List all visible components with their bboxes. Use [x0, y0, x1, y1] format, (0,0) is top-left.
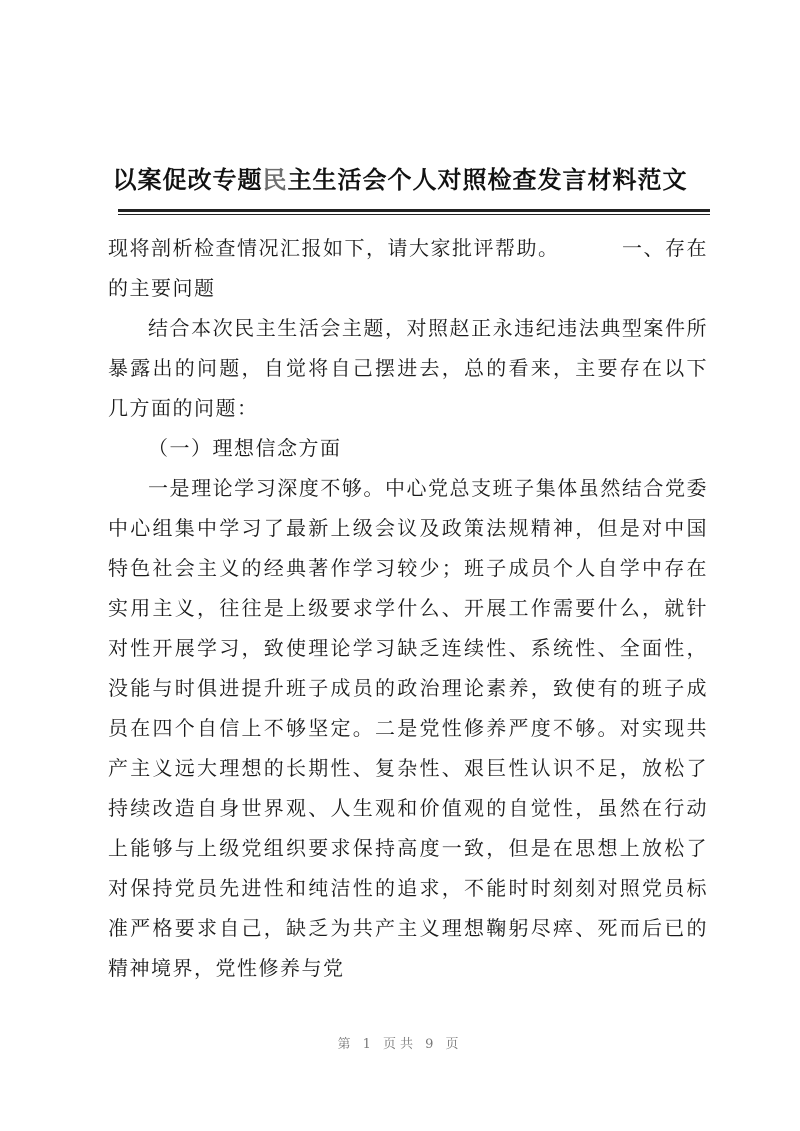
page-footer: 第 1 页共 9 页 — [337, 1037, 463, 1052]
intro-text: 现将剖析检查情况汇报如下，请大家批评帮助。 — [108, 236, 560, 260]
title-part-2: 主生活会个人对照检查发言材料范文 — [287, 165, 688, 194]
title-rule-thin — [118, 214, 710, 215]
paragraph-2: 一是理论学习深度不够。中心党总支班子集体虽然结合党委中心组集中学习了最新上级会议及政策法规精神，但是对中国特色社会主义的经典著作学习较少；班子成员个人自学中存在实用主义，往往是上级要求学什么、开展工作需要什么，就针对性开展学习，致使理论学习缺乏连续性、系统性、全面性，没能与时俱进提升班子成员的政治理论素养，致使有的班子成员在四个自信上不够坚定。二是党性修养严度不够。对实现共产主义远大理想的长期性、复杂性、艰巨性认识不足，放松了持续改造自身世界观、人生观和价值观的自觉性，虽然在行动上能够与上级党组织要求保持高度一致，但是在思想上放松了对保持党员先进性和纯洁性的追求，不能时时刻刻对照党员标准严格要求自己，缺乏为共产主义理想鞠躬尽瘁、死而后已的精神境界，党性修养与党 — [108, 476, 708, 980]
document-body — [108, 228, 708, 988]
title-part-1: 以案促改专题 — [112, 165, 263, 194]
paragraph-1: 结合本次民主生活会主题，对照赵正永违纪违法典型案件所暴露出的问题，自觉将自己摆进去，总的看来，主要存在以下几方面的问题： — [108, 316, 708, 420]
intro-line — [108, 228, 708, 268]
title-highlight-char: 民 — [262, 165, 288, 194]
title-rule-thick — [118, 209, 710, 212]
document-title — [0, 160, 800, 195]
section-heading-start: 一、存在 — [622, 236, 708, 260]
section-heading-rest: 的主要问题 — [108, 276, 216, 300]
subsection-heading: （一）理想信念方面 — [148, 436, 342, 460]
